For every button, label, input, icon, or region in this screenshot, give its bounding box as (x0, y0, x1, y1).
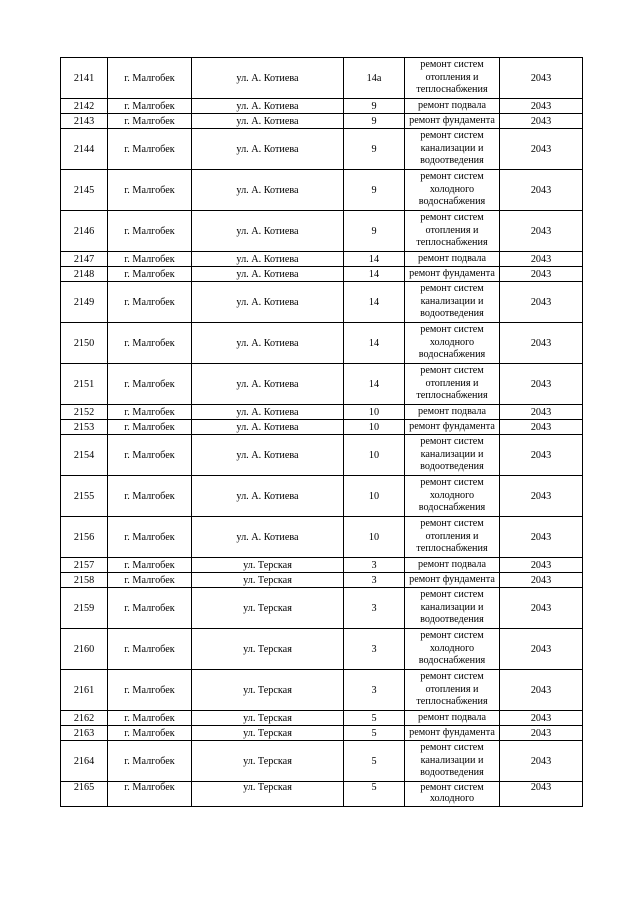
cell-number: 2158 (61, 573, 108, 588)
table-row (61, 58, 583, 99)
cell-work-type: ремонт систем холодного (405, 782, 500, 807)
cell-year: 2043 (500, 420, 583, 435)
table-row (61, 252, 583, 267)
cell-street: ул. Терская (192, 629, 344, 670)
cell-house: 3 (344, 588, 405, 629)
cell-number: 2165 (61, 782, 108, 807)
cell-work-type: ремонт систем канализации и водоотведения (405, 129, 500, 170)
cell-work-type: ремонт подвала (405, 558, 500, 573)
cell-number: 2159 (61, 588, 108, 629)
cell-number: 2163 (61, 726, 108, 741)
cell-number: 2154 (61, 435, 108, 476)
cell-street: ул. А. Котиева (192, 211, 344, 252)
table-row (61, 282, 583, 323)
cell-year: 2043 (500, 476, 583, 517)
cell-year: 2043 (500, 588, 583, 629)
cell-year: 2043 (500, 741, 583, 782)
cell-work-type: ремонт систем отопления и теплоснабжения (405, 58, 500, 99)
cell-house: 5 (344, 741, 405, 782)
table-row (61, 435, 583, 476)
cell-city: г. Малгобек (108, 670, 192, 711)
cell-number: 2147 (61, 252, 108, 267)
cell-house: 9 (344, 99, 405, 114)
cell-house: 14 (344, 267, 405, 282)
table-body (61, 58, 583, 807)
cell-city: г. Малгобек (108, 629, 192, 670)
table-row (61, 726, 583, 741)
cell-street: ул. А. Котиева (192, 323, 344, 364)
table-row (61, 558, 583, 573)
cell-year: 2043 (500, 129, 583, 170)
table-row (61, 211, 583, 252)
cell-street: ул. А. Котиева (192, 517, 344, 558)
table-row (61, 420, 583, 435)
cell-number: 2164 (61, 741, 108, 782)
table-row (61, 573, 583, 588)
cell-number: 2146 (61, 211, 108, 252)
cell-year: 2043 (500, 629, 583, 670)
cell-work-type: ремонт систем канализации и водоотведения (405, 741, 500, 782)
cell-city: г. Малгобек (108, 476, 192, 517)
cell-work-type: ремонт подвала (405, 711, 500, 726)
table-row (61, 364, 583, 405)
table-row (61, 629, 583, 670)
cell-city: г. Малгобек (108, 252, 192, 267)
cell-year: 2043 (500, 726, 583, 741)
cell-house: 10 (344, 420, 405, 435)
cell-number: 2151 (61, 364, 108, 405)
cell-house: 9 (344, 129, 405, 170)
cell-work-type: ремонт подвала (405, 252, 500, 267)
cell-house: 10 (344, 435, 405, 476)
cell-city: г. Малгобек (108, 588, 192, 629)
cell-street: ул. Терская (192, 588, 344, 629)
cell-house: 14 (344, 323, 405, 364)
cell-street: ул. Терская (192, 782, 344, 807)
cell-street: ул. Терская (192, 670, 344, 711)
cell-street: ул. А. Котиева (192, 170, 344, 211)
cell-street: ул. А. Котиева (192, 405, 344, 420)
cell-work-type: ремонт систем холодного водоснабжения (405, 629, 500, 670)
cell-number: 2152 (61, 405, 108, 420)
cell-city: г. Малгобек (108, 282, 192, 323)
table-row (61, 476, 583, 517)
table-row (61, 170, 583, 211)
cell-city: г. Малгобек (108, 782, 192, 807)
cell-house: 10 (344, 476, 405, 517)
cell-number: 2148 (61, 267, 108, 282)
cell-house: 14а (344, 58, 405, 99)
cell-number: 2161 (61, 670, 108, 711)
cell-year: 2043 (500, 573, 583, 588)
cell-street: ул. Терская (192, 741, 344, 782)
table-row (61, 517, 583, 558)
cell-work-type: ремонт систем канализации и водоотведения (405, 435, 500, 476)
cell-year: 2043 (500, 782, 583, 807)
cell-work-type: ремонт систем отопления и теплоснабжения (405, 211, 500, 252)
cell-number: 2150 (61, 323, 108, 364)
cell-city: г. Малгобек (108, 58, 192, 99)
cell-year: 2043 (500, 517, 583, 558)
cell-number: 2162 (61, 711, 108, 726)
cell-street: ул. Терская (192, 558, 344, 573)
table-row (61, 741, 583, 782)
table-row (61, 114, 583, 129)
cell-work-type: ремонт подвала (405, 99, 500, 114)
cell-city: г. Малгобек (108, 267, 192, 282)
repair-schedule-table (60, 57, 583, 807)
cell-house: 5 (344, 726, 405, 741)
cell-house: 9 (344, 170, 405, 211)
cell-year: 2043 (500, 282, 583, 323)
cell-city: г. Малгобек (108, 726, 192, 741)
cell-house: 14 (344, 282, 405, 323)
cell-house: 10 (344, 517, 405, 558)
cell-work-type: ремонт систем отопления и теплоснабжения (405, 364, 500, 405)
cell-work-type: ремонт фундамента (405, 267, 500, 282)
cell-number: 2144 (61, 129, 108, 170)
cell-city: г. Малгобек (108, 114, 192, 129)
cell-city: г. Малгобек (108, 211, 192, 252)
cell-house: 9 (344, 211, 405, 252)
table-row (61, 323, 583, 364)
cell-street: ул. А. Котиева (192, 129, 344, 170)
cell-number: 2155 (61, 476, 108, 517)
cell-work-type: ремонт систем канализации и водоотведения (405, 282, 500, 323)
cell-city: г. Малгобек (108, 405, 192, 420)
table-row (61, 99, 583, 114)
cell-year: 2043 (500, 405, 583, 420)
cell-number: 2160 (61, 629, 108, 670)
cell-work-type: ремонт систем холодного водоснабжения (405, 170, 500, 211)
cell-city: г. Малгобек (108, 323, 192, 364)
table-row (61, 405, 583, 420)
cell-year: 2043 (500, 364, 583, 405)
cell-house: 3 (344, 629, 405, 670)
cell-year: 2043 (500, 323, 583, 364)
cell-year: 2043 (500, 58, 583, 99)
cell-city: г. Малгобек (108, 435, 192, 476)
cell-street: ул. Терская (192, 573, 344, 588)
cell-work-type: ремонт систем отопления и теплоснабжения (405, 670, 500, 711)
cell-city: г. Малгобек (108, 558, 192, 573)
cell-year: 2043 (500, 670, 583, 711)
cell-house: 14 (344, 252, 405, 267)
cell-year: 2043 (500, 711, 583, 726)
cell-number: 2157 (61, 558, 108, 573)
cell-year: 2043 (500, 211, 583, 252)
cell-city: г. Малгобек (108, 517, 192, 558)
cell-street: ул. А. Котиева (192, 267, 344, 282)
cell-number: 2142 (61, 99, 108, 114)
cell-number: 2156 (61, 517, 108, 558)
cell-house: 5 (344, 782, 405, 807)
cell-number: 2149 (61, 282, 108, 323)
cell-city: г. Малгобек (108, 573, 192, 588)
cell-street: ул. А. Котиева (192, 420, 344, 435)
cell-house: 9 (344, 114, 405, 129)
cell-street: ул. А. Котиева (192, 114, 344, 129)
cell-city: г. Малгобек (108, 364, 192, 405)
cell-house: 10 (344, 405, 405, 420)
cell-street: ул. А. Котиева (192, 435, 344, 476)
cell-street: ул. А. Котиева (192, 99, 344, 114)
cell-street: ул. А. Котиева (192, 252, 344, 267)
cell-work-type: ремонт систем канализации и водоотведения (405, 588, 500, 629)
cell-year: 2043 (500, 252, 583, 267)
table-row (61, 782, 583, 807)
cell-work-type: ремонт фундамента (405, 573, 500, 588)
cell-work-type: ремонт систем холодного водоснабжения (405, 323, 500, 364)
cell-work-type: ремонт подвала (405, 405, 500, 420)
cell-year: 2043 (500, 114, 583, 129)
cell-house: 3 (344, 558, 405, 573)
cell-year: 2043 (500, 558, 583, 573)
cell-year: 2043 (500, 267, 583, 282)
cell-work-type: ремонт фундамента (405, 420, 500, 435)
cell-number: 2141 (61, 58, 108, 99)
cell-house: 3 (344, 670, 405, 711)
cell-work-type: ремонт фундамента (405, 114, 500, 129)
cell-street: ул. А. Котиева (192, 58, 344, 99)
table-row (61, 267, 583, 282)
cell-house: 5 (344, 711, 405, 726)
table-row (61, 670, 583, 711)
cell-city: г. Малгобек (108, 129, 192, 170)
cell-city: г. Малгобек (108, 420, 192, 435)
cell-city: г. Малгобек (108, 99, 192, 114)
cell-year: 2043 (500, 170, 583, 211)
cell-year: 2043 (500, 435, 583, 476)
cell-street: ул. Терская (192, 726, 344, 741)
cell-city: г. Малгобек (108, 711, 192, 726)
cell-street: ул. А. Котиева (192, 282, 344, 323)
cell-city: г. Малгобек (108, 741, 192, 782)
cell-street: ул. Терская (192, 711, 344, 726)
cell-street: ул. А. Котиева (192, 476, 344, 517)
cell-work-type: ремонт систем отопления и теплоснабжения (405, 517, 500, 558)
table-row (61, 129, 583, 170)
cell-number: 2143 (61, 114, 108, 129)
cell-street: ул. А. Котиева (192, 364, 344, 405)
cell-number: 2153 (61, 420, 108, 435)
cell-house: 14 (344, 364, 405, 405)
cell-work-type: ремонт систем холодного водоснабжения (405, 476, 500, 517)
cell-house: 3 (344, 573, 405, 588)
cell-work-type: ремонт фундамента (405, 726, 500, 741)
cell-city: г. Малгобек (108, 170, 192, 211)
cell-number: 2145 (61, 170, 108, 211)
table-row (61, 711, 583, 726)
table-row (61, 588, 583, 629)
cell-year: 2043 (500, 99, 583, 114)
